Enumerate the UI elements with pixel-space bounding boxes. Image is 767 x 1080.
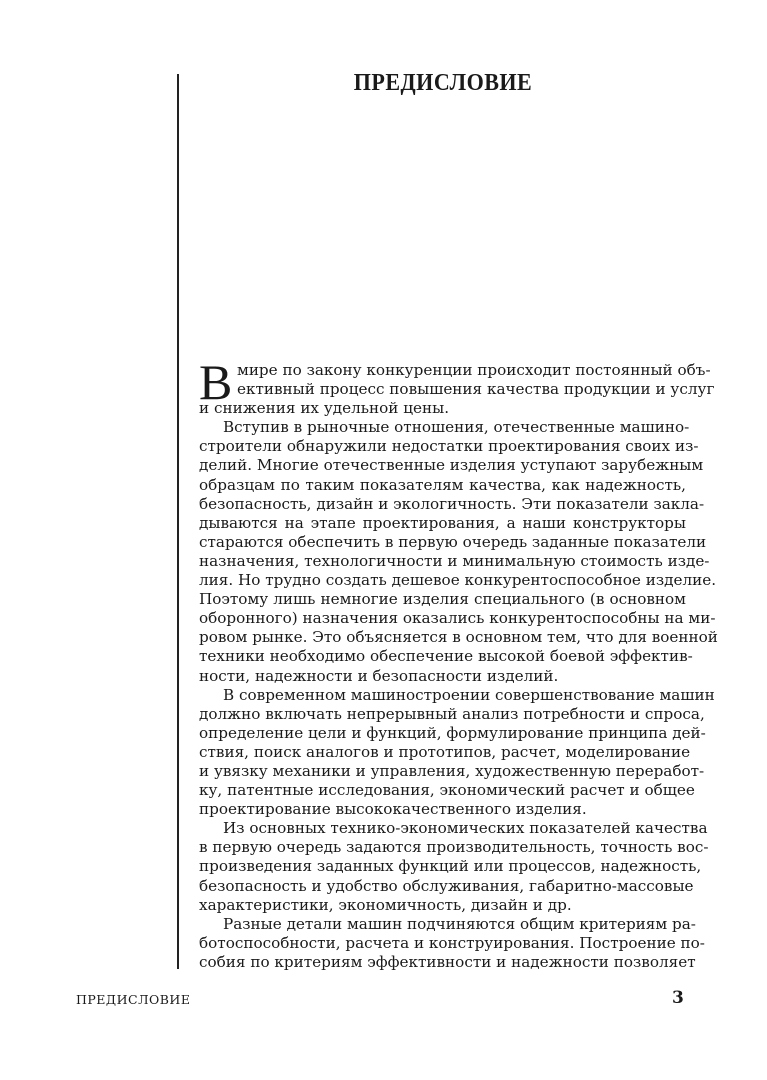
- text-line: и снижения их удельной цены.: [199, 399, 450, 418]
- text-line: ботоспособности, расчета и конструирования. Построение по-: [199, 933, 705, 952]
- text-line: проектирование высококачественного изделия.: [199, 800, 587, 819]
- text-line: дываются на этапе проектирования, а наши конструкторы: [199, 513, 686, 532]
- text-line: безопасность, дизайн и экологичность. Эти показатели закла-: [199, 494, 705, 513]
- text-line: ровом рынке. Это объясняется в основном тем, что для военной: [199, 628, 718, 647]
- text-line: назначения, технологичности и минимальную стоимость изде-: [199, 551, 710, 570]
- text-line: строители обнаружили недостатки проектирования своих из-: [199, 437, 699, 456]
- text-line: характеристики, экономичность, дизайн и др.: [199, 895, 572, 914]
- text-line: стараются обеспечить в первую очередь заданные показатели: [199, 532, 707, 551]
- text-line: Поэтому лишь немногие изделия специального (в основном: [199, 590, 686, 609]
- text-line: собия по критериям эффективности и надежности позволяет: [199, 952, 696, 971]
- text-line: произведения заданных функций или процессов, надежность,: [199, 857, 702, 876]
- text-line: ку, патентные исследования, экономический расчет и общее: [199, 781, 695, 800]
- text-line: Вступив в рыночные отношения, отечественные машино-: [223, 418, 690, 437]
- text-line: Из основных технико-экономических показателей качества: [223, 819, 708, 838]
- text-line: ности, надежности и безопасности изделий.: [199, 666, 559, 685]
- text-line: делий. Многие отечественные изделия уступают зарубежным: [199, 456, 704, 475]
- text-line: оборонного) назначения оказались конкурентоспособны на ми-: [199, 609, 716, 628]
- text-line: в первую очередь задаются производительность, точность вос-: [199, 838, 709, 857]
- text-line: Разные детали машин подчиняются общим критериям ра-: [223, 914, 696, 933]
- text-line: определение цели и функций, формулирование принципа дей-: [199, 723, 706, 742]
- text-line: техники необходимо обеспечение высокой боевой эффектив-: [199, 647, 693, 666]
- text-line: безопасность и удобство обслуживания, габаритно-массовые: [199, 876, 694, 895]
- text-line: должно включать непрерывный анализ потребности и спроса,: [199, 704, 705, 723]
- text-line: ствия, поиск аналогов и прототипов, расчет, моделирование: [199, 742, 691, 761]
- page-title: ПРЕДИСЛОВИЕ: [353, 70, 533, 96]
- text-line: образцам по таким показателям качества, как надежность,: [199, 475, 686, 494]
- text-line: ективный процесс повышения качества продукции и услуг: [237, 380, 715, 399]
- body-text: [199, 354, 718, 972]
- drop-cap: В: [199, 354, 233, 410]
- running-head: ПРЕДИСЛОВИЕ: [76, 992, 191, 1007]
- text-line: В современном машиностроении совершенствование машин: [223, 685, 715, 704]
- vertical-rule: [177, 74, 179, 969]
- text-line: лия. Но трудно создать дешевое конкурентоспособное изделие.: [199, 571, 717, 590]
- text-line: мире по закону конкуренции происходит постоянный объ-: [237, 361, 711, 379]
- page-number: 3: [672, 988, 684, 1008]
- text-line: и увязку механики и управления, художественную переработ-: [199, 761, 705, 780]
